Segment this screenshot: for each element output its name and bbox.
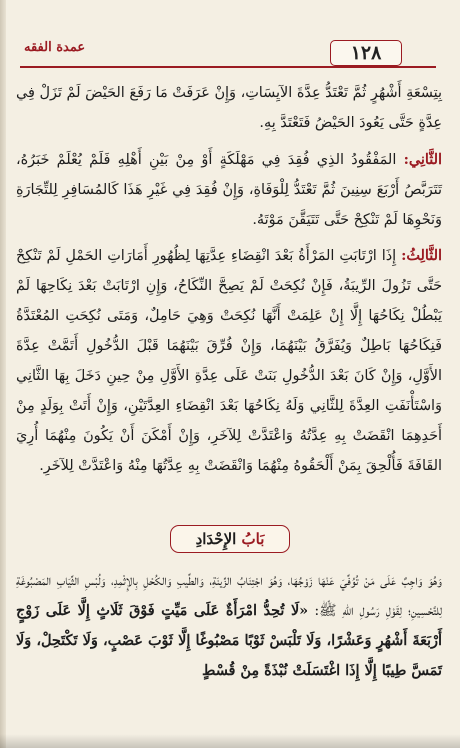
section-text-second: المَفْقُودُ الذِي فُقِدَ فِي مَهْلَكَةٍ أَوْ مِنْ بَيْنِ أَهْلِهِ فَلَمْ يُعْلَمْ خَبَرُهُ، تَتَرَبَّصُ أَرْبَعَ سِنِينَ ثُمَّ تَعْتَدُّ لِلْوَفَاةِ، وَإِنْ فُقِدَ فِي غَيْرِ هَذَا كَالمُسَافِرِ لِلتِّجَارَةِ وَنَحْوِهَا لَمْ تَنْكِحْ حَتَّى تَتَيَقَّنَ مَوْتَهُ. — [16, 152, 442, 228]
section-text-third: إِذَا ارْتَابَتِ المَرْأَةُ بَعْدَ انْقِضَاءِ عِدَّتِهَا لِظُهُورِ أَمَارَاتِ الحَمْلِ لَمْ تَنْكِحْ حَتَّى تَزُولَ الرِّيبَةُ، فَإِنْ نُكِحَتْ لَمْ يَصِحَّ النِّكَاحُ، وَإِنِ ارْتَابَتْ بَعْدَ نِكَاحِهَا لَمْ يَبْطُلْ نِكَاحُهَا إِلَّا إِنْ عَلِمَتْ أَنَّهَا نُكِحَتْ وَهِيَ حَامِلٌ، وَمَتَى نُكِحَتِ المُعْتَدَّةُ فَنِكَاحُهَا بَاطِلٌ وَيُفَرَّقُ بَيْنَهُمَا، وَإِنْ فُرِّقَ بَيْنَهُمَا قَبْلَ الدُّخُولِ أَتَمَّتْ عِدَّةَ الأَوَّلِ، وَإِنْ كَانَ بَعْدَ الدُّخُولِ بَنَتْ عَلَى عِدَّةِ الأَوَّلِ مِنْ حِينِ دَخَلَ بِهَا الثَّانِي وَاسْتَأْنَفَتِ العِدَّةَ لِلثَّانِي وَلَهُ نِكَاحُهَا بَعْدَ انْقِضَاءِ العِدَّتَيْنِ، وَإِنْ أَتَتْ بِوَلَدٍ مِنْ أَحَدِهِمَا انْقَضَتْ بِهِ عِدَّتُهُ وَاعْتَدَّتْ لِلآخَرِ، وَإِنْ أَمْكَنَ أَنْ يَكُونَ مِنْهُمَا أُرِيَ القَافَةَ فَأُلْحِقَ بِمَنْ أَلْحَقُوهُ مِنْهُمَا وَانْقَضَتْ بِهِ عِدَّتُهَا مِنْهُ وَاعْتَدَّتْ لِلآخَرِ. — [16, 248, 442, 474]
page-bottom-shadow — [0, 734, 460, 748]
paragraph-second — [16, 145, 442, 235]
chapter-heading — [170, 525, 290, 553]
page-number: ١٢٨ — [330, 40, 402, 66]
ihdad-text: وَهُوَ وَاجِبٌ عَلَى مَنْ تُوُفِّيَ عَنْهَا زَوْجُهَا، وَهُوَ اجْتِنَابُ الزِّينَةِ، وَالطِّيبِ وَالكُحْلِ بِالإِثْمِدِ، وَلُبْسِ الثِّيَابِ المَصْبُوغَةِ لِلتَّحْسِينِ؛ لِقَوْلِ رَسُولِ اللهِ ﷺ: — [16, 573, 442, 619]
header-rule — [20, 66, 436, 68]
page-gutter — [0, 0, 6, 748]
chapter-title — [170, 525, 290, 553]
running-title: عمدة الفقه — [24, 40, 86, 55]
chapter-bab-word: بَابُ — [241, 530, 265, 548]
paragraph-ihdad — [16, 566, 442, 686]
paragraph-continuation — [16, 78, 442, 138]
chapter-title-word: الإِحْدَادِ — [195, 530, 237, 548]
section-label-second: الثَّانِي: — [403, 151, 442, 168]
hadith-text: «لَا تُحِدُّ امْرَأَةٌ عَلَى مَيِّتٍ فَوْقَ ثَلَاثٍ إِلَّا عَلَى زَوْجٍ أَرْبَعَةَ أَشْهُرٍ وَعَشْرًا، وَلَا تَلْبَسْ ثَوْبًا مَصْبُوغًا إِلَّا ثَوْبَ عَصْبٍ، وَلَا تَكْتَحِلْ، وَلَا تَمَسَّ طِيبًا إِلَّا إِذَا اغْتَسَلَتْ نُبْذَةً مِنْ قُسْطٍ — [16, 602, 442, 679]
page-header — [20, 40, 436, 68]
paragraph-third — [16, 241, 442, 481]
section-label-third: الثَّالِثُ: — [401, 247, 442, 264]
continuation-text: بِتِسْعَةِ أَشْهُرٍ ثُمَّ تَعْتَدُّ عِدَّةَ الآيِسَاتِ، وَإِنْ عَرَفَتْ مَا رَفَعَ الحَيْضَ لَمْ تَزَلْ فِي عِدَّةٍ حَتَّى يَعُودَ الحَيْضُ فَتَعْتَدَّ بِهِ. — [16, 85, 442, 131]
